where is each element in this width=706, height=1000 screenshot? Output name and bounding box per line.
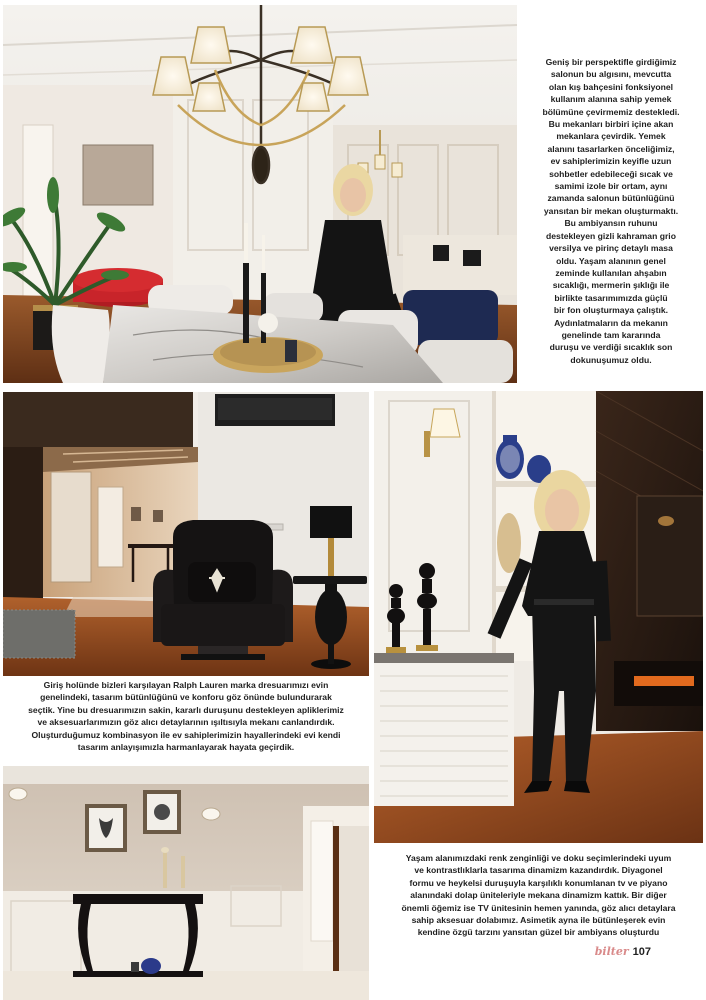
hallway-illustration — [3, 766, 369, 1000]
caption-line: ve kontrastlıklarla tasarıma dinamizm kazandırdık. Diyagonel — [414, 865, 663, 876]
caption-line: birlikte tasarımımızda güçlü — [554, 292, 668, 303]
caption-line: önemli öğemiz ise TV ünitesinin hemen yanında, göz alıcı detaylara — [401, 902, 676, 913]
living-room-caption — [374, 852, 703, 939]
caption-line: formu ve heykelsi duruşuyla karşılıklı konumlanan tv ve piyano — [409, 877, 668, 888]
caption-line: mekanlara çevirdik. Yemek — [556, 131, 666, 142]
caption-line: ve aksesuarlarımızın göz alıcı detaylarının ışıltısıyla mekanı canlandırdık. — [37, 717, 335, 728]
page-footer — [595, 945, 651, 959]
entrance-caption — [8, 679, 364, 753]
caption-line: Geniş bir perspektifle girdiğimiz — [545, 57, 677, 67]
caption-line: salonun bu algısını, mevcutta — [550, 69, 672, 80]
magazine-name: bilter — [594, 945, 629, 958]
caption-line: duruşu ve verdiği sıcaklık son — [549, 342, 673, 353]
caption-line: bölümüne çevirmemiz destekledi. — [542, 106, 680, 117]
caption-line: Bu mekanları birbiri içine akan — [548, 119, 674, 130]
living-room-portrait-photo — [374, 391, 703, 843]
caption-line: genelinde tam kararında — [561, 329, 661, 340]
caption-line: olan kış bahçesini fonksiyonel — [548, 81, 674, 92]
dining-room-photo — [3, 5, 517, 383]
caption-line: destekleyen gizli kahraman grio — [546, 230, 676, 241]
black-armchair — [153, 520, 293, 660]
dining-caption — [521, 56, 701, 366]
entrance-hall-photo — [3, 392, 369, 676]
caption-line: versilya ve pirinç detaylı masa — [549, 243, 673, 254]
caption-line: yansıtan bir mekan oluşturmaktı. — [543, 205, 679, 216]
caption-line: Aydınlatmaların da mekanın — [554, 317, 668, 328]
caption-line: Yaşam alanımızdaki renk zenginliği ve doku seçimlerindeki uyum — [405, 853, 672, 863]
dining-room-illustration — [3, 5, 517, 383]
caption-line: sahip aksesuar dolabımız. Asimetik ayna ile bütünleşerek evin — [411, 915, 666, 926]
caption-line: tasarım anlayışımızla harmanlayarak hayata geçirdik. — [77, 742, 295, 753]
living-room-illustration — [374, 391, 703, 843]
caption-line: alanındaki dolap üniteleriyle mekana dinamizm kattık. Bir diğer — [410, 890, 667, 901]
caption-line: samimi izole bir ortam, aynı — [554, 181, 668, 192]
hallway-console-photo — [3, 766, 369, 1000]
caption-line: ev sahiplerimizin keyifle uzun — [550, 156, 672, 167]
caption-line: kullanım alanına sahip yemek — [550, 94, 672, 105]
caption-line: zamanda salonun bütünlüğünü — [547, 193, 675, 204]
caption-line: Giriş holünde bizleri karşılayan Ralph Lauren marka dresuarımızı evin — [43, 680, 329, 690]
caption-line: bir fon oluşturmaya çalıştık. — [553, 305, 669, 316]
entrance-hall-illustration — [3, 392, 369, 676]
caption-line: zeminde kullanılan ahşabın — [555, 267, 667, 278]
caption-line: alanını tasarlarken önceliğimiz, — [547, 143, 675, 154]
caption-line: sıcaklığı, mermerin şıklığı ile — [552, 280, 670, 291]
caption-line: oldu. Yaşam alanının genel — [556, 255, 666, 266]
caption-line: Oluşturduğumuz kombinasyon ile ev sahiplerimizin hayallerindeki evi kendi — [31, 729, 341, 740]
caption-line: kendine özgü tarzını yansıtan güzel bir ambiyans oluşturdu — [417, 927, 660, 938]
caption-line: genelindeki, tasarım bütünlüğünü ve konforu göz önünde bulundurarak — [40, 692, 332, 703]
caption-line: seçtik. Yine bu dresuarımızın sakin, kararlı duruşunu destekleyen apliklerimiz — [28, 704, 344, 715]
caption-line: dokunuşumuz oldu. — [570, 354, 652, 365]
caption-line: Bu ambiyansın ruhunu — [564, 218, 658, 229]
caption-line: sohbetler edebileceği sıcak ve — [549, 168, 673, 179]
page-number: 107 — [632, 946, 651, 958]
